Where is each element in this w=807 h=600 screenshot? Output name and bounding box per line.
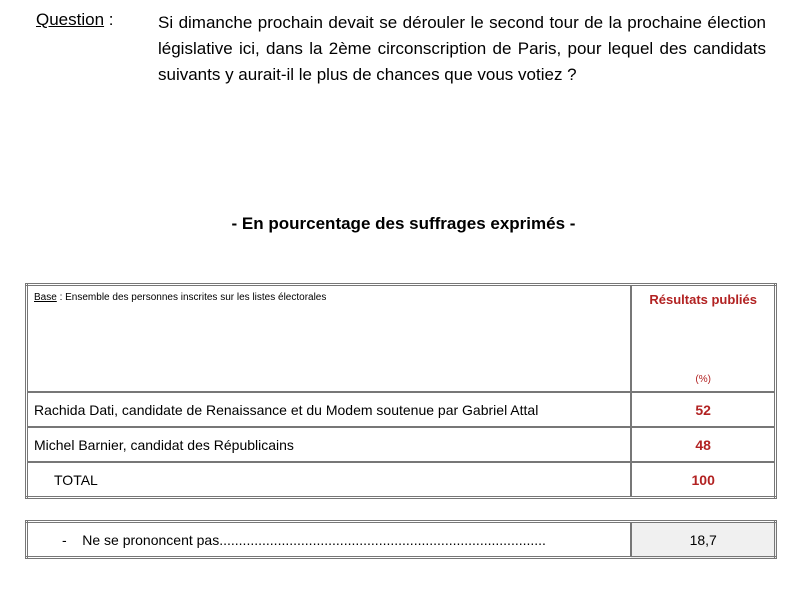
table-row [27,427,776,462]
no-opinion-dots: .................................................................................... [219,531,546,548]
candidate-label: Rachida Dati, candidate de Renaissance et du Modem soutenue par Gabriel Attal [27,392,632,427]
table-row [27,392,776,427]
total-label: TOTAL [27,462,632,498]
base-cell [27,285,632,393]
candidate-value: 52 [631,392,775,427]
no-opinion-table [25,520,777,559]
base-text: : Ensemble des personnes inscrites sur les listes électorales [56,292,327,303]
question-label-text: Question [36,10,105,29]
no-opinion-text: Ne se prononcent pas [82,531,220,548]
base-label: Base [34,292,57,303]
no-opinion-dash: - [62,531,67,548]
results-table [25,283,777,499]
unit-label: (%) [695,374,711,385]
question-text: Si dimanche prochain devait se dérouler le second tour de la prochaine élection législative ici, dans la 2ème circonscription de Paris, pour lequel des candidats suivants y aurait-il le plus de chances que vous votiez ? [158,13,766,84]
no-opinion-label [27,522,632,558]
total-row [27,462,776,498]
no-opinion-row [27,522,776,558]
results-header [631,285,775,393]
question-colon: : [104,10,114,29]
no-opinion-value: 18,7 [631,522,775,558]
total-value: 100 [631,462,775,498]
candidate-value: 48 [631,427,775,462]
question-label [36,10,114,30]
header-row [27,285,776,393]
results-header-label: Résultats publiés [649,292,757,307]
candidate-label: Michel Barnier, candidat des Républicains [27,427,632,462]
subtitle: - En pourcentage des suffrages exprimés - [231,214,576,233]
